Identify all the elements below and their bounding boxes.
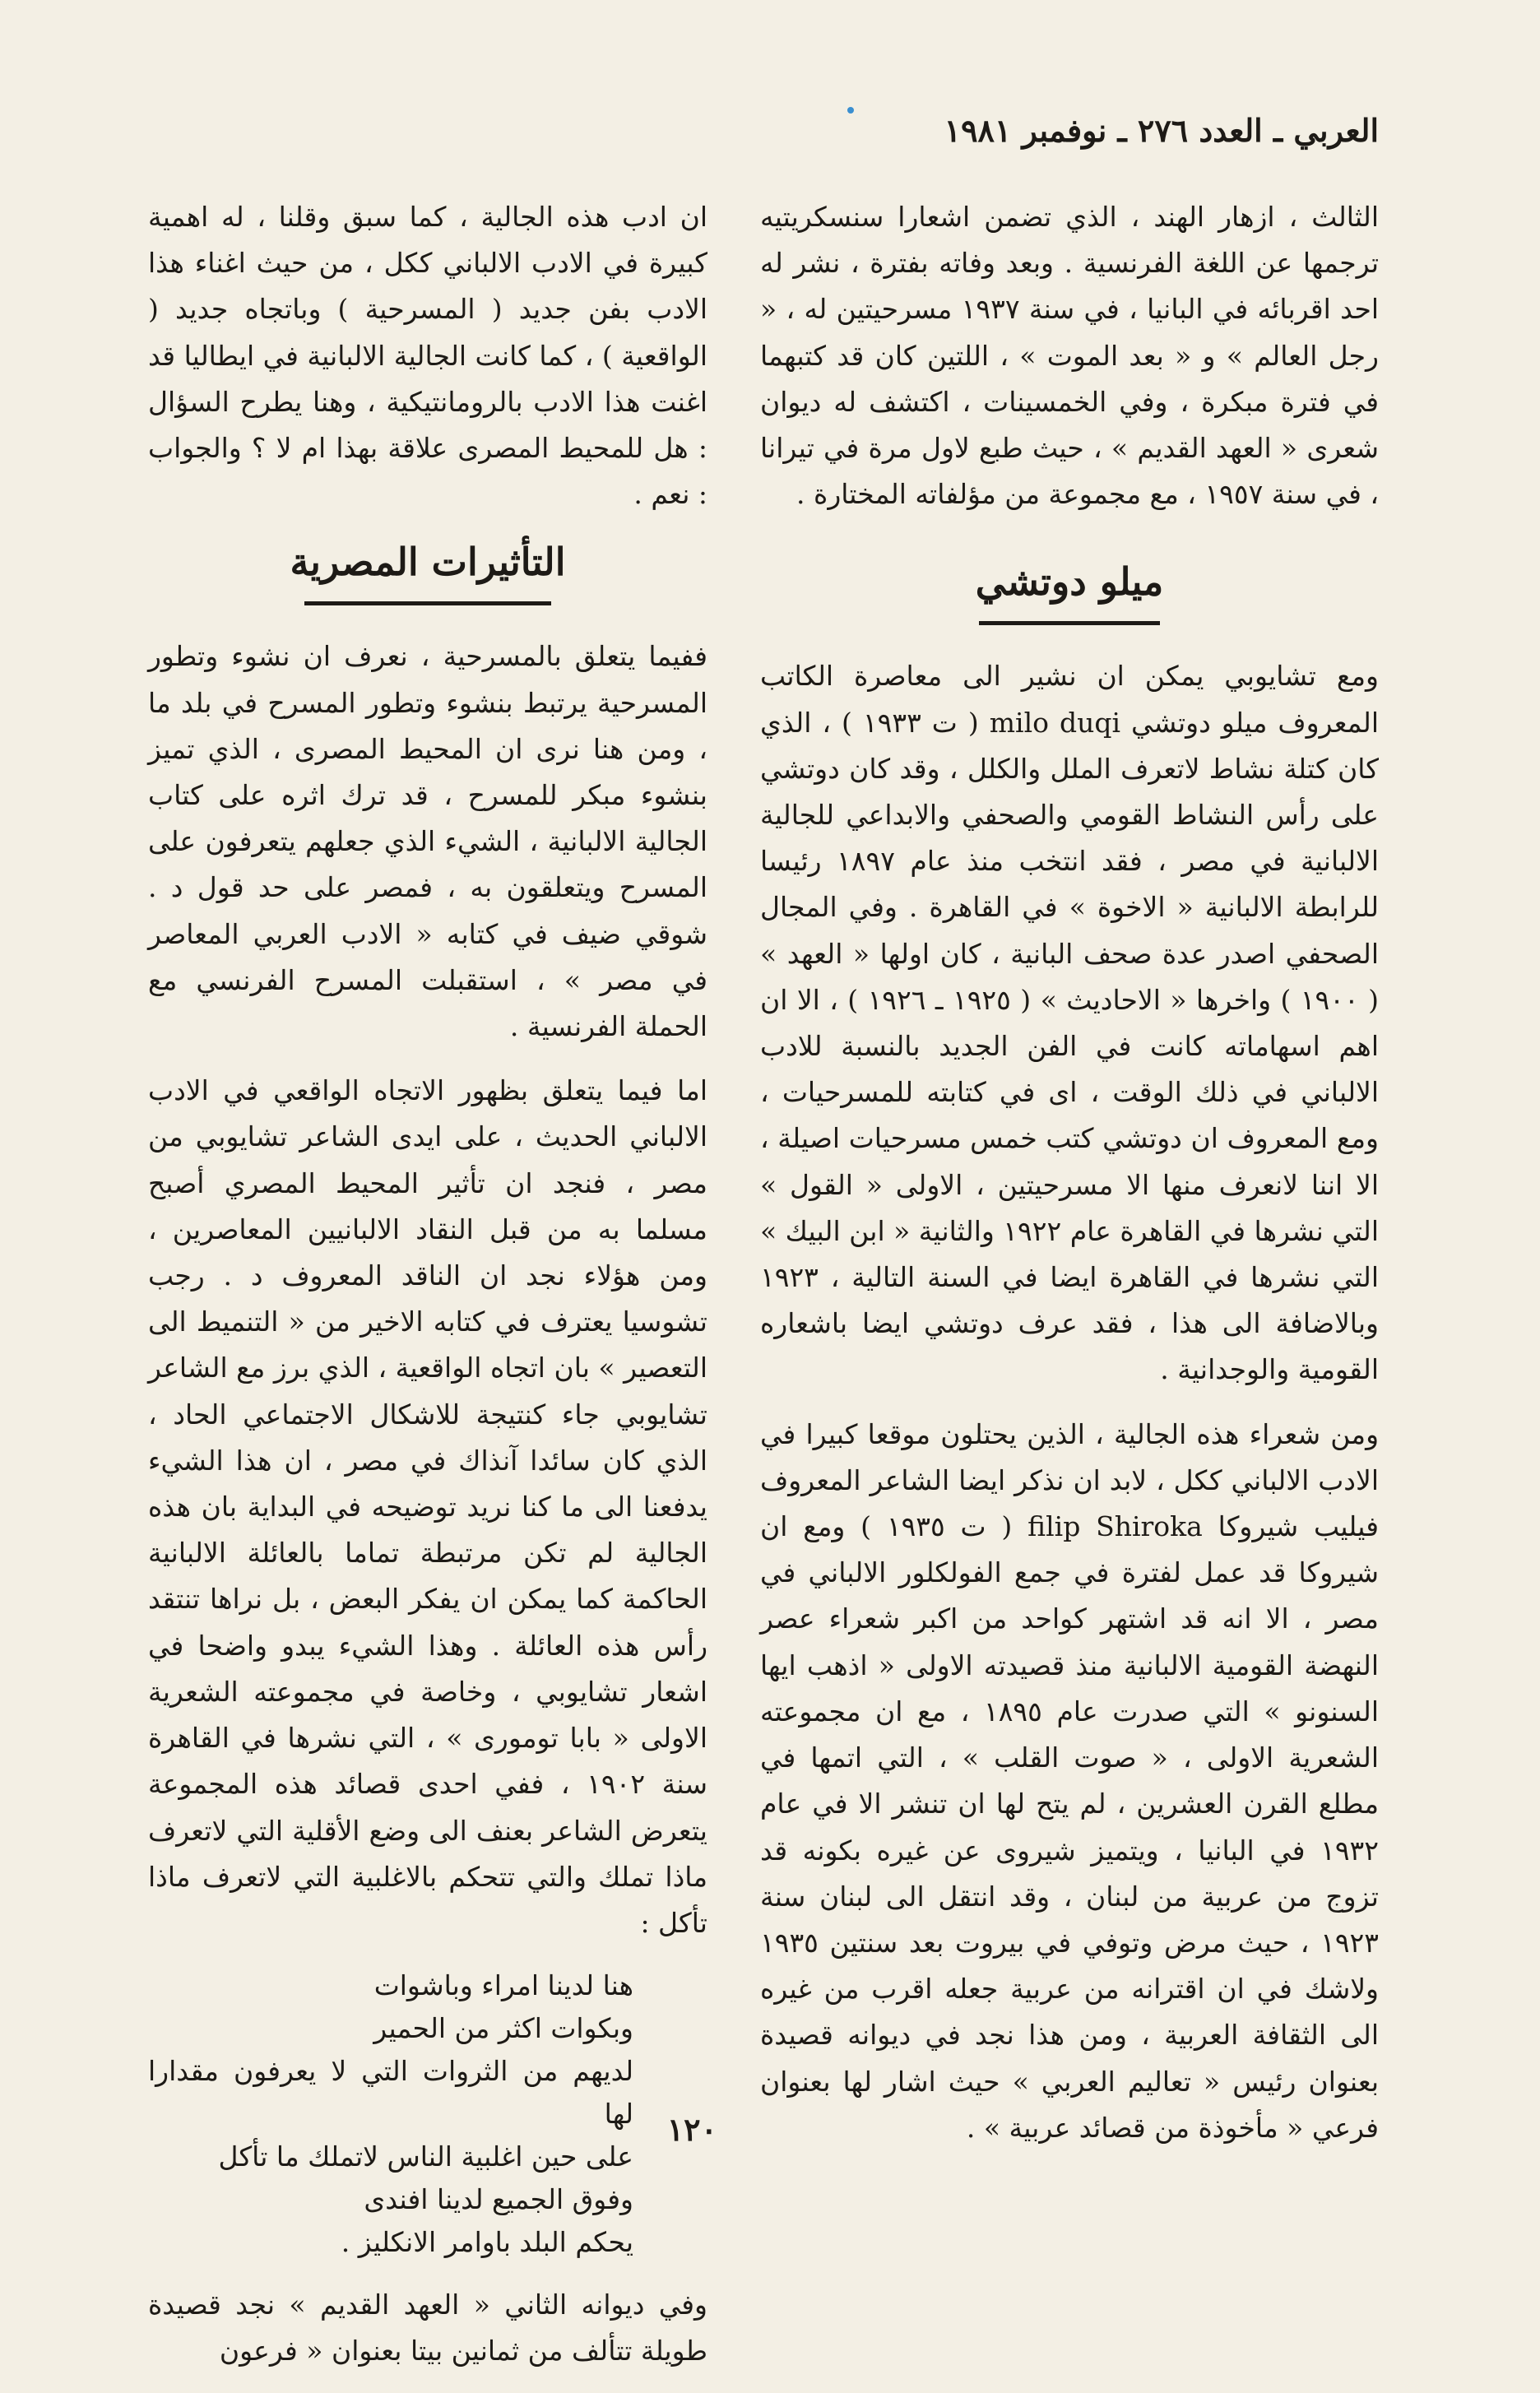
heading-underline (304, 601, 551, 605)
left-column (148, 194, 707, 2393)
poem-line: على حين اغلبية الناس لاتملك ما تأكل (218, 2140, 633, 2173)
page-number: ١٢٠ (666, 2111, 717, 2148)
poem-line: لديهم من الثروات التي لا يعرفون مقدارا لها (148, 2055, 633, 2131)
left-paragraph-3: وفي ديوانه الثاني « العهد القديم » نجد قصيدة طويلة تتألف من ثمانين بيتا بعنوان « فرعون (148, 2289, 707, 2367)
right-intro-paragraph: الثالث ، ازهار الهند ، الذي تضمن اشعارا سنسكريتيه ترجمها عن اللغة الفرنسية . وبعد وفاته بفترة ، نشر له احد اقربائه في البانيا ، في سنة ١٩٣٧ مسرحيتين له ، « رجل العالم » و « بعد الموت » ، اللتين كان قد كتبهما في فترة مبكرة ، وفي الخمسينات ، اكتشف له ديوان شعرى « العهد القديم » ، حيث طبع لاول مرة في تيرانا ، في سنة ١٩٥٧ ، مع مجموعة من مؤلفاته المختارة . (760, 201, 1380, 511)
section-heading-block (760, 555, 1379, 625)
right-column (760, 194, 1379, 2169)
right-paragraph-2: ومن شعراء هذه الجالية ، الذين يحتلون موقعا كبيرا في الادب الالباني ككل ، لابد ان نذكر ايضا الشاعر المعروف فيليب شيروكا filip Shiroka ( ت ١٩٣٥ ) ومع ان شيروكا قد عمل لفترة في جمع الفولكلور الالباني في مصر ، الا انه قد اشتهر كواحد من اكبر شعراء عصر النهضة القومية الالبانية منذ قصيدته الاولى « اذهب ايها السنونو » التي صدرت عام ١٨٩٥ ، مع ان مجموعته الشعرية الاولى ، « صوت القلب » ، التي اتمها في مطلع القرن العشرين ، لم يتح لها ان تنشر الا في عام ١٩٣٢ في البانيا ، ويتميز شيروى عن غيره بكونه قد تزوج من عربية من لبنان ، وقد انتقل الى لبنان سنة ١٩٢٣ ، حيث مرض وتوفي في بيروت بعد سنتين ١٩٣٥ ولاشك في ان اقترانه من عربية جعله اقرب من غيره الى الثقافة العربية ، ومن هذا نجد في ديوانه قصيدة بعنوان رئيس « تعاليم العربي » حيث اشار لها بعنوان فرعي « مأخوذة من قصائد عربية » . (760, 1417, 1379, 2144)
heading-underline (979, 621, 1160, 625)
left-paragraph-1: ففيما يتعلق بالمسرحية ، نعرف ان نشوء وتطور المسرحية يرتبط بنشوء وتطور المسرح في بلد ما ، ومن هنا نرى ان المحيط المصرى ، الذي تميز بنشوء مبكر للمسرح ، قد ترك اثره على كتاب الجالية الالبانية ، الشيء الذي جعلهم يتعرفون على المسرح ويتعلقون به ، فمصر على حد قول د . شوقي ضيف في كتابه « الادب العربي المعاصر في مصر » ، استقبلت المسرح الفرنسي مع الحملة الفرنسية . (148, 640, 707, 1043)
running-header: العربي ـ العدد ٢٧٦ ـ نوفمبر ١٩٨١ (944, 112, 1379, 149)
right-paragraph-1: ومع تشايوبي يمكن ان نشير الى معاصرة الكاتب المعروف ميلو دوتشي milo duqi ( ت ١٩٣٣ ) ، الذي كان كتلة نشاط لاتعرف الملل والكلل ، وقد كان دوتشي على رأس النشاط القومي والصحفي والابداعي للجالية الالبانية في مصر ، فقد انتخب منذ عام ١٨٩٧ رئيسا للرابطة الالبانية « الاخوة » في القاهرة . وفي المجال الصحفي اصدر عدة صحف البانية ، كان اولها « العهد » ( ١٩٠٠ ) واخرها « الاحاديث » ( ١٩٢٥ ـ ١٩٢٦ ) ، الا ان اهم اسهاماته كانت في الفن الجديد بالنسبة للادب الالباني في ذلك الوقت ، اى في كتابته للمسرحيات ، ومع المعروف ان دوتشي كتب خمس مسرحيات اصيلة ، الا اننا لانعرف منها الا مسرحيتين ، الاولى « القول » التي نشرها في القاهرة عام ١٩٢٢ والثانية « ابن البيك » التي نشرها في القاهرة ايضا في السنة التالية ، ١٩٢٣ وبالاضافة الى هذا ، فقد عرف دوتشي ايضا باشعاره القومية والوجدانية . (760, 660, 1379, 1386)
section-heading-block (148, 536, 707, 605)
poem-line: هنا لدينا امراء وباشوات (373, 1969, 633, 2002)
left-paragraph-2: اما فيما يتعلق بظهور الاتجاه الواقعي في الادب الالباني الحديث ، على ايدى الشاعر تشايوبي من مصر ، فنجد ان تأثير المحيط المصري أصبح مسلما به من قبل النقاد الالبانيين المعاصرين ، ومن هؤلاء نجد ان الناقد المعروف د . رجب تشوسيا يعترف في كتابه الاخير من « التنميط الى التعصير » بان اتجاه الواقعية ، الذي برز مع الشاعر تشايوبي جاء كنتيجة للاشكال الاجتماعي الحاد ، الذي كان سائدا آنذاك في مصر ، ان هذا الشيء يدفعنا الى ما كنا نريد توضيحه في البداية بان هذه الجالية لم تكن مرتبطة تماما بالعائلة الالبانية الحاكمة كما يمكن ان يفكر البعض ، بل نراها تنتقد رأس هذه العائلة . وهذا الشيء يبدو واضحا في اشعار تشايوبي ، وخاصة في مجموعته الشعرية الاولى « بابا تومورى » ، التي نشرها في القاهرة سنة ١٩٠٢ ، ففي احدى قصائد هذه المجموعة يتعرض الشاعر بعنف الى وضع الأقلية التي لاتعرف ماذا تملك والتي تتحكم بالاغلبية التي لاتعرف ماذا تأكل : (148, 1074, 707, 1939)
left-intro-paragraph: ان ادب هذه الجالية ، كما سبق وقلنا ، له اهمية كبيرة في الادب الالباني ككل ، من حيث اغناء هذا الادب بفن جديد ( المسرحية ) وباتجاه جديد ( الواقعية ) ، كما كانت الجالية الالبانية في ايطاليا قد اغنت هذا الادب بالرومانتيكية ، وهنا يطرح السؤال : هل للمحيط المصرى علاقة بهذا ام لا ؟ والجواب : نعم . (147, 201, 707, 511)
ink-speck (847, 107, 854, 114)
poem-line: يحكم البلد باوامر الانكليز . (341, 2226, 633, 2259)
poem-line: وفوق الجميع لدينا افندى (364, 2183, 633, 2216)
section-heading-egyptian-influences: التأثيرات المصرية (290, 540, 566, 585)
poem-excerpt (148, 1964, 707, 2264)
section-heading-milo-duqi: ميلو دوتشي (975, 559, 1164, 605)
poem-line: وبكوات اكثر من الحمير (373, 2012, 633, 2045)
